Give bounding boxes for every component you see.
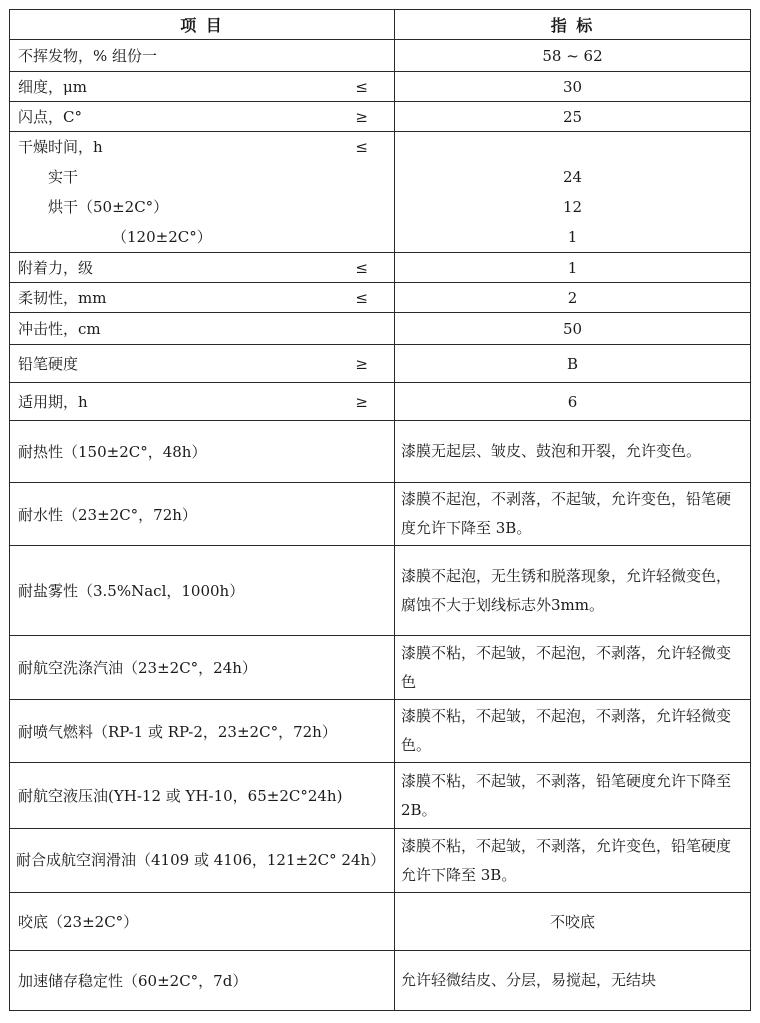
- row-item: 耐喷气燃料（RP-1 或 RP-2，23±2C°，72h）: [10, 700, 395, 763]
- table-row: [10, 345, 751, 383]
- table-row: [10, 253, 751, 283]
- row-item: [10, 283, 395, 313]
- operator: ≤: [355, 288, 368, 307]
- operator: ≤: [355, 258, 368, 277]
- table-row: [10, 483, 751, 546]
- table-row: [10, 893, 751, 951]
- row-value: 1: [395, 253, 751, 283]
- drying-value: 12: [562, 198, 583, 216]
- row-item-label: 附着力，级: [18, 259, 94, 277]
- drying-values: [395, 132, 751, 253]
- row-value: 30: [395, 72, 751, 102]
- table-row: [10, 636, 751, 700]
- row-value: 允许轻微结皮、分层，易搅起，无结块: [395, 951, 751, 1011]
- table-row: [10, 700, 751, 763]
- operator: ≥: [355, 107, 368, 126]
- row-item: 耐合成航空润滑油（4109 或 4106，121±2C° 24h）: [10, 829, 395, 893]
- drying-sub-label: 实干: [48, 168, 79, 186]
- row-item: [10, 345, 395, 383]
- drying-value: 24: [562, 168, 583, 186]
- row-item: [10, 313, 395, 345]
- row-item: 耐航空洗涤汽油（23±2C°，24h）: [10, 636, 395, 700]
- table-row: [10, 829, 751, 893]
- row-item-label: 不挥发物，% 组份一: [18, 47, 158, 65]
- operator: ≥: [355, 354, 368, 373]
- row-item: [10, 383, 395, 421]
- table-row: [10, 102, 751, 132]
- row-item: 耐盐雾性（3.5%Nacl，1000h）: [10, 546, 395, 636]
- row-item-label: 柔韧性，mm: [18, 289, 107, 307]
- table-row: [10, 421, 751, 483]
- row-value: 漆膜不粘，不起皱，不剥落，允许变色，铅笔硬度允许下降至 3B。: [395, 829, 751, 893]
- row-item-label: 适用期，h: [18, 393, 88, 411]
- row-item-label: 闪点，C°: [18, 108, 82, 126]
- drying-sub-label: 烘干（50±2C°）: [48, 198, 169, 216]
- row-item-label: 细度，μm: [18, 78, 87, 96]
- row-value: B: [395, 345, 751, 383]
- drying-sub-label: （120±2C°）: [112, 228, 212, 246]
- row-value: 6: [395, 383, 751, 421]
- table-row: [10, 283, 751, 313]
- row-item: 加速储存稳定性（60±2C°，7d）: [10, 951, 395, 1011]
- table-row: [10, 951, 751, 1011]
- row-item: [10, 72, 395, 102]
- table-row: [10, 763, 751, 829]
- row-item: 耐热性（150±2C°，48h）: [10, 421, 395, 483]
- row-item: [10, 40, 395, 72]
- row-item: 耐水性（23±2C°，72h）: [10, 483, 395, 546]
- row-value: 漆膜不起泡，不剥落，不起皱，允许变色，铅笔硬度允许下降至 3B。: [395, 483, 751, 546]
- table-row: [10, 383, 751, 421]
- header-indicator: 指 标: [395, 10, 751, 40]
- row-item: 咬底（23±2C°）: [10, 893, 395, 951]
- header-item: 项 目: [10, 10, 395, 40]
- operator: ≥: [355, 392, 368, 411]
- row-value: 漆膜不粘，不起皱，不起泡，不剥落，允许轻微变色: [395, 636, 751, 700]
- row-value: 50: [395, 313, 751, 345]
- row-value: 不咬底: [395, 893, 751, 951]
- drying-item: [10, 132, 395, 253]
- table-row: [10, 72, 751, 102]
- table-row: [10, 40, 751, 72]
- row-item: 耐航空液压油(YH-12 或 YH-10，65±2C°24h): [10, 763, 395, 829]
- operator: ≤: [355, 77, 368, 96]
- row-item: [10, 253, 395, 283]
- drying-row: [10, 132, 751, 253]
- row-value: 漆膜不粘，不起皱，不剥落，铅笔硬度允许下降至 2B。: [395, 763, 751, 829]
- table-row: [10, 313, 751, 345]
- drying-value: 1: [567, 228, 578, 246]
- row-value: 58 ~ 62: [395, 40, 751, 72]
- row-item-label: 铅笔硬度: [18, 355, 79, 373]
- row-value: 2: [395, 283, 751, 313]
- row-item: [10, 102, 395, 132]
- table-row: [10, 546, 751, 636]
- row-item-label: 冲击性，cm: [18, 320, 101, 338]
- row-value: 漆膜无起层、皱皮、鼓泡和开裂，允许变色。: [395, 421, 751, 483]
- row-value: 25: [395, 102, 751, 132]
- row-value: 漆膜不起泡，无生锈和脱落现象，允许轻微变色，腐蚀不大于划线标志外3mm。: [395, 546, 751, 636]
- header-row: [10, 10, 751, 40]
- drying-label: 干燥时间，h: [18, 138, 103, 156]
- operator: ≤: [355, 138, 368, 156]
- row-value: 漆膜不粘，不起皱，不起泡，不剥落，允许轻微变色。: [395, 700, 751, 763]
- spec-table: [9, 9, 751, 1011]
